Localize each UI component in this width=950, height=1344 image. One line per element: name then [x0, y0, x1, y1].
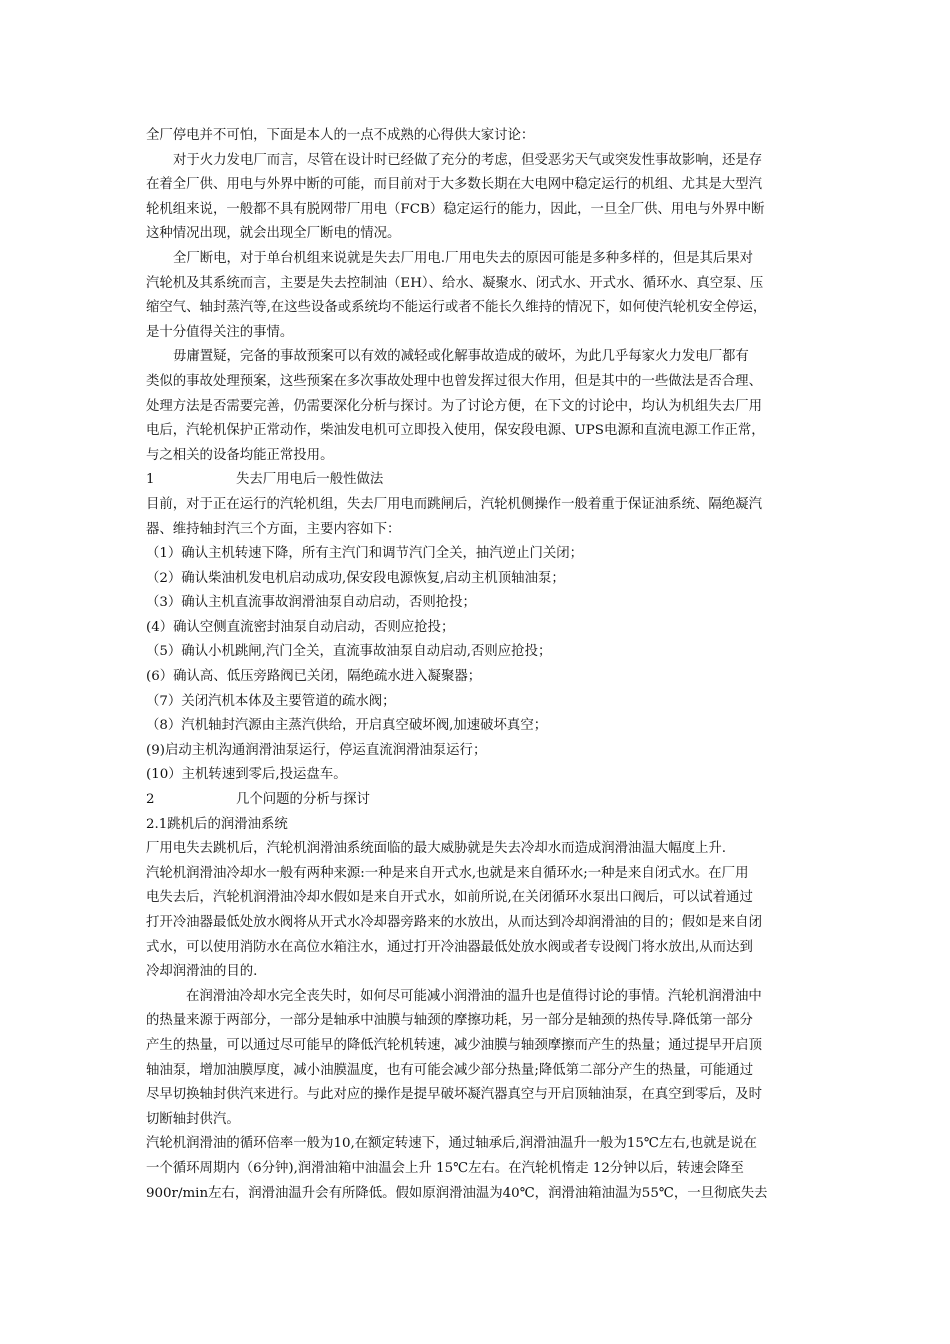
list-item: （5）确认小机跳闸,汽门全关，直流事故油泵自动启动,否则应抢投； [146, 644, 552, 660]
section-title: 几个问题的分析与探讨 [236, 792, 370, 808]
paragraph-line: 目前，对于正在运行的汽轮机组，失去厂用电而跳闸后，汽轮机侧操作一般着重于保证油系统、隔绝凝汽 [146, 496, 762, 512]
paragraph-line: 式水，可以使用消防水在高位水箱注水，通过打开冷油器最低处放水阀或者专设阀门将水放出,从而达到 [146, 939, 753, 955]
list-item: （7）关闭汽机本体及主要管道的疏水阀； [146, 693, 396, 709]
list-item: （8）汽机轴封汽源由主蒸汽供给，开启真空破坏阀,加速破坏真空； [146, 718, 548, 734]
paragraph-line: 这种情况出现，就会出现全厂断电的情况。 [146, 226, 401, 242]
list-item: (9)启动主机沟通润滑油泵运行，停运直流润滑油泵运行； [146, 742, 487, 758]
paragraph-line: 轮机组来说，一般都不具有脱网带厂用电（FCB）稳定运行的能力，因此，一旦全厂供、用电与外界中断 [146, 201, 765, 217]
section-heading-1 [146, 468, 810, 493]
paragraph-line: 毋庸置疑，完备的事故预案可以有效的减轻或化解事故造成的破坏，为此几乎每家火力发电厂都有 [173, 349, 749, 365]
section-number: 2 [146, 792, 155, 808]
paragraph-line: 汽轮机及其系统而言，主要是失去控制油（EH）、给水、凝聚水、闭式水、开式水、循环水、真空泵、压 [146, 275, 764, 291]
paragraph-line: 切断轴封供汽。 [146, 1111, 240, 1127]
list-item: (4）确认空侧直流密封油泵自动启动，否则应抢投； [146, 619, 455, 635]
subsection-heading: 2.1跳机后的润滑油系统 [146, 816, 288, 832]
paragraph-line: 电后，汽轮机保护正常动作，柴油发电机可立即投入使用，保安段电源、UPS电源和直流电源工作正常， [146, 423, 765, 439]
paragraph-line: 器、维持轴封汽三个方面，主要内容如下： [146, 521, 401, 537]
list-item: (6）确认高、低压旁路阀已关闭，隔绝疏水进入凝聚器； [146, 669, 482, 685]
paragraph-line: 处理方法是否需要完善，仍需要深化分析与探讨。为了讨论方便，在下文的讨论中，均认为机组失去厂用 [146, 398, 762, 414]
list-item: （1）确认主机转速下降，所有主汽门和调节汽门全关，抽汽逆止门关闭； [146, 546, 584, 562]
paragraph-line: 缩空气、轴封蒸汽等,在这些设备或系统均不能运行或者不能长久维持的情况下，如何使汽轮机安全停运， [146, 300, 767, 316]
document-page [146, 124, 810, 1206]
paragraph-line: 900r/min左右，润滑油温升会有所降低。假如原润滑油温为40℃，润滑油箱油温为55℃，一旦彻底失去 [146, 1185, 768, 1201]
list-item: （2）确认柴油机发电机启动成功,保安段电源恢复,启动主机顶轴油泵； [146, 570, 565, 586]
section-title: 失去厂用电后一般性做法 [236, 472, 384, 488]
paragraph-line: 全厂断电，对于单台机组来说就是失去厂用电.厂用电失去的原因可能是多种多样的，但是其后果对 [173, 250, 754, 266]
paragraph-line: 类似的事故处理预案，这些预案在多次事故处理中也曾发挥过很大作用，但是其中的一些做法是否合理、 [146, 373, 762, 389]
paragraph-line: 汽轮机润滑油的循环倍率一般为10,在额定转速下，通过轴承后,润滑油温升一般为15℃左右,也就是说在 [146, 1136, 757, 1152]
section-heading-2 [146, 788, 810, 813]
paragraph-line: 在润滑油冷却水完全丧失时，如何尽可能减小润滑油的温升也是值得讨论的事情。汽轮机润滑油中 [186, 988, 762, 1004]
paragraph-line: 一个循环周期内（6分钟),润滑油箱中油温会上升 15℃左右。在汽轮机惰走 12分钟以后，转速会降至 [146, 1160, 744, 1176]
section-number: 1 [146, 472, 155, 488]
paragraph-line: 轴油泵，增加油膜厚度，减小油膜温度，也有可能会减少部分热量;降低第二部分产生的热量，可能通过 [146, 1062, 754, 1078]
paragraph-line: 对于火力发电厂而言，尽管在设计时已经做了充分的考虑，但受恶劣天气或突发性事故影响，还是存 [173, 152, 763, 168]
paragraph-line: 产生的热量，可以通过尽可能早的降低汽轮机转速，减少油膜与轴颈摩擦而产生的热量；通过提早开启顶 [146, 1037, 762, 1053]
paragraph-line: 电失去后，汽轮机润滑油冷却水假如是来自开式水，如前所说,在关闭循环水泵出口阀后，可以试着通过 [146, 890, 753, 906]
paragraph-line: 厂用电失去跳机后，汽轮机润滑油系统面临的最大威胁就是失去冷却水而造成润滑油温大幅度上升. [146, 841, 727, 857]
intro-line: 全厂停电并不可怕，下面是本人的一点不成熟的心得供大家讨论： [146, 128, 535, 143]
paragraph-line: 打开冷油器最低处放水阀将从开式水冷却器旁路来的水放出，从而达到冷却润滑油的目的；假如是来自闭 [146, 915, 762, 930]
paragraph-line: 汽轮机润滑油冷却水一般有两种来源:一种是来自开式水,也就是来自循环水;一种是来自闭式水。在厂用 [146, 865, 749, 881]
list-item: （3）确认主机直流事故润滑油泵自动启动，否则抢投； [146, 595, 476, 611]
paragraph-line: 在着全厂供、用电与外界中断的可能，而目前对于大多数长期在大电网中稳定运行的机组、尤其是大型汽 [146, 177, 762, 193]
paragraph-line: 尽早切换轴封供汽来进行。与此对应的操作是提早破坏凝汽器真空与开启顶轴油泵，在真空到零后，及时 [146, 1087, 762, 1103]
list-item: (10）主机转速到零后,投运盘车。 [146, 767, 347, 783]
paragraph-line: 是十分值得关注的事情。 [146, 324, 294, 340]
paragraph-line: 的热量来源于两部分，一部分是轴承中油膜与轴颈的摩擦功耗，另一部分是轴颈的热传导.降低第一部分 [146, 1013, 753, 1029]
paragraph-line: 与之相关的设备均能正常投用。 [146, 447, 334, 463]
paragraph-line: 冷却润滑油的目的. [146, 964, 258, 980]
